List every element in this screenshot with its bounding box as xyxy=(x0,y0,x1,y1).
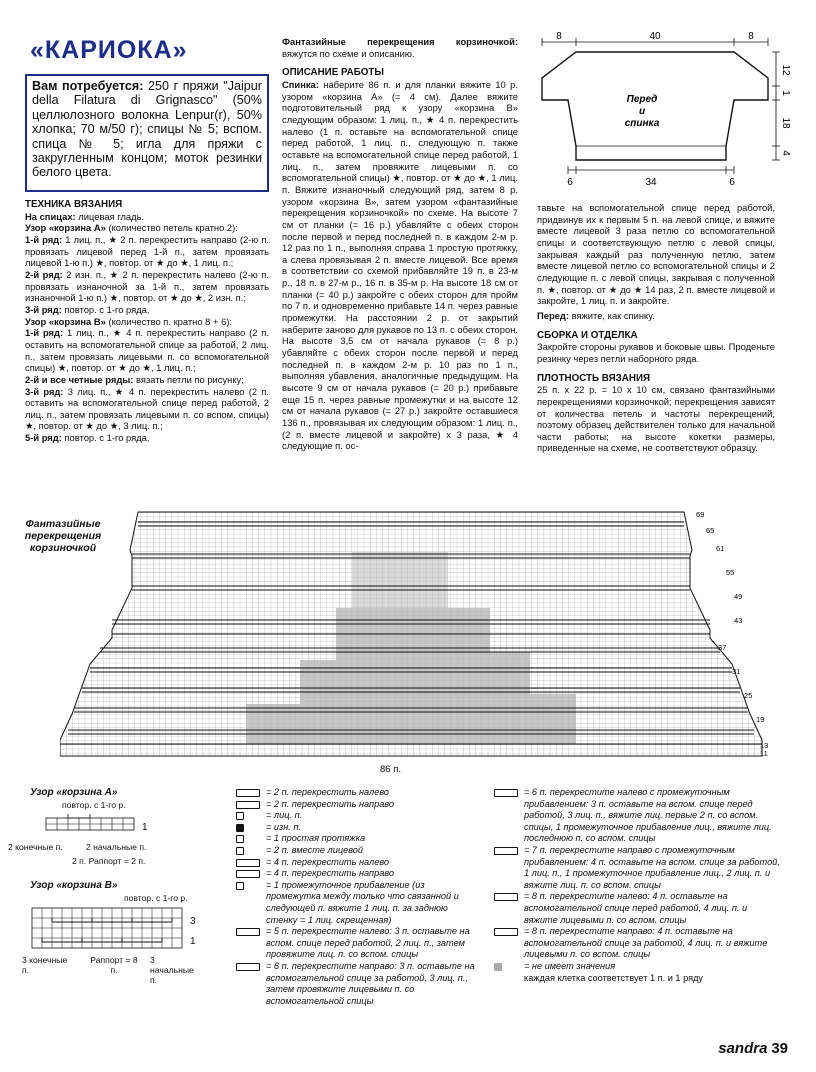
scheme-b-row1: 1 xyxy=(190,936,196,947)
text: 1 лиц. п., ★ 4 п. перекрестить направо (2 п. оставить на вспомогательной спице за работой, 2 лиц. п., затем провязать лицевыми п. со вспомогательной спицы) ★, повтор. от ★ до ★, 1 лиц. п.; xyxy=(25,327,269,374)
scheme-a-right-label: 2 начальные п. xyxy=(86,842,147,852)
legend-item xyxy=(236,810,476,822)
label: Перед: xyxy=(537,309,569,321)
page-title: «КАРИОКА» xyxy=(30,36,188,64)
scheme-b-right-label: 3 начальные п. xyxy=(150,955,194,985)
legend-item xyxy=(236,880,476,926)
scheme-b-repeat: повтор. с 1-го р. xyxy=(124,893,188,903)
column-assembly xyxy=(537,202,775,454)
text: тавьте на вспомогательной спице перед работой, придвинув их к первым 5 п. на левой спице, и вяжите вместе лицевой 3 раза петлю со вспомогательной спицы и соответствующую петлю с левой спицы, закрывая каждый раз полученную петлю, затем вместе лицевой петлю со вспомогательной спицы и 2 следующие п. с левой спицы, закрывая с полученной п. ★, повтор. от ★ до ★ 14 раз, 2 п. вместе лицевой и закройте, 1 лиц. п. и закройте. xyxy=(537,202,775,307)
legend-item xyxy=(494,891,780,926)
heading-description: ОПИСАНИЕ РАБОТЫ xyxy=(282,67,384,79)
symbol-icon xyxy=(236,859,260,867)
label: 2-й и все четные ряды: xyxy=(25,373,134,385)
scheme-a-title: Узор «корзина А» xyxy=(30,787,118,798)
requirements-box xyxy=(25,74,269,192)
legend-item xyxy=(236,845,476,857)
dim-right-4: 4 xyxy=(780,150,791,156)
legend-text: = 6 п. перекрестите налево с промежуточным прибавлением: 3 п. оставьте на вспом. спице перед работой, 3 лиц. п., вяжите лиц. первые 2 п. со вспом. спицы, 1 промежуточное прибавление лиц., вяжите лиц. последнюю п. со вспом. спицы xyxy=(524,787,772,844)
scheme-b-row3: 3 xyxy=(190,916,196,927)
dim-right-2: 1 xyxy=(780,90,791,96)
text: лицевая гладь. xyxy=(75,210,145,222)
column-description xyxy=(282,36,518,452)
legend-text: = 2 п. вместе лицевой xyxy=(266,844,364,855)
text: 2 изн. п., ★ 2 п. перекрестить налево (2-ю п. провязать изнаночной за 1-й п., затем провязать изнаночной 1-ю п.) ★, повтор. от ★ до ★, 2 изн. п.; xyxy=(25,268,269,304)
text: Закройте стороны рукавов и боковые швы. Проденьте резинку через петли наборного ряда. xyxy=(537,341,775,364)
symbol-icon xyxy=(494,789,518,797)
label: 3-й ряд: xyxy=(25,303,62,315)
legend-text: = 8 п. перекрестите направо: 4 п. оставьте на вспомогательной спице за работой, 4 лиц. п. и вяжите лицевыми п. со вспом. спицы xyxy=(524,926,768,960)
chart-bottom-label: 86 п. xyxy=(380,764,401,775)
symbol-icon xyxy=(494,928,518,936)
scheme-a-bottom: 2 п. Раппорт = 2 п. xyxy=(72,856,146,866)
legend-text: = не имеет значения xyxy=(524,960,616,971)
legend-item xyxy=(236,961,476,1007)
symbol-icon xyxy=(236,928,260,936)
text: вязать петли по рисунку; xyxy=(133,373,244,385)
legend-text: = 1 промежуточное прибавление (из промежутка между только что связанной и следующей п. вяжите 1 лиц. п. за заднюю стенку = 1 лиц. скрещенная) xyxy=(266,879,459,925)
dim-bottom-left: 6 xyxy=(567,177,573,188)
legend-text: = 5 п. перекрестите налево: 3 п. оставьте на вспом. спице перед работой, 2 лиц. п., затем провяжите лиц. п. со вспом. спицы xyxy=(266,926,470,960)
text: (количество петель кратно 2): xyxy=(105,222,238,234)
legend-text: = 4 п. перекрестить направо xyxy=(266,868,395,879)
legend-item xyxy=(236,787,476,799)
text: 3 лиц. п., ★ 4 п. перекрестить налево (2 п. оставить на вспомогательной спице перед работой, 2 лиц. п., затем провязать лицевыми п. со вспом. спицы) ★, повтор. от ★ до ★, 3 лиц. п.; xyxy=(25,385,269,432)
legend-item xyxy=(494,787,780,845)
schematic-label-1: Перед xyxy=(626,94,658,105)
heading-technique: ТЕХНИКА ВЯЗАНИЯ xyxy=(25,199,123,210)
legend-left xyxy=(236,787,476,1007)
column-technique xyxy=(25,199,269,444)
legend-text: = 2 п. перекрестить налево xyxy=(266,787,390,797)
legend-text: = 8 п. перекрестите налево: 4 п. оставьте на вспомогательной спице перед работой, 4 лиц. п. и вяжите лицевыми п. со вспом. спицы xyxy=(524,891,748,925)
label: Спинка: xyxy=(282,78,319,90)
label: 2-й ряд: xyxy=(25,268,63,280)
requirements-text: 250 г пряжи "Jaipur della Filatura di Grignasco" (50% целлюлозного волокна Lenpur(r), 50% хлопка; 70 м/50 г); спицы № 5; вспом. спица № 5; игла для пряжи с закругленным концом; моток резинки белого цвета. xyxy=(32,79,262,180)
row-label-11: 11 xyxy=(760,749,768,758)
chart-title: Фантазийные перекрещения корзиночкой xyxy=(24,518,102,554)
scheme-b-title: Узор «корзина В» xyxy=(30,880,118,891)
schematic-label-2: и xyxy=(638,106,646,117)
label: Узор «корзина А» xyxy=(25,222,106,234)
dim-bottom-mid: 34 xyxy=(645,177,657,188)
legend-item xyxy=(494,973,780,985)
dim-right-1: 12 xyxy=(780,64,791,76)
text: (количество п. кратно 8 + 6): xyxy=(105,315,233,327)
legend-text: = 2 п. перекрестить направо xyxy=(266,798,395,809)
label: На спицах: xyxy=(25,210,76,222)
requirements-lead: Вам потребуется: xyxy=(32,79,144,93)
symbol-icon xyxy=(236,963,260,971)
schematic-label-3: спинка xyxy=(624,118,660,129)
label: Фантазийные перекрещения корзиночкой: xyxy=(282,36,518,47)
row-label-37: 37 xyxy=(718,643,727,652)
symbol-icon xyxy=(494,893,518,901)
knitting-chart xyxy=(60,508,770,770)
legend-item xyxy=(494,845,780,891)
legend-item xyxy=(236,833,476,845)
text: вяжите, как спинку. xyxy=(568,309,655,321)
dim-right-3: 18 xyxy=(780,117,791,129)
symbol-icon xyxy=(236,801,260,809)
heading-gauge: ПЛОТНОСТЬ ВЯЗАНИЯ xyxy=(537,372,651,384)
legend-text: = 7 п. перекрестите направо с промежуточным прибавлением: 4 п. оставьте на вспом. спице за работой, 1 лиц. п., 1 промежуточное прибавление лиц., 2 лиц. п. и вяжите лиц. п. со вспом. спицы xyxy=(524,844,780,890)
legend-item xyxy=(494,926,780,961)
scheme-b-mid-label: Раппорт = 8 п. xyxy=(90,955,138,975)
text: повтор. с 1-го ряда. xyxy=(61,303,150,315)
scheme-a-grid xyxy=(44,812,140,834)
symbol-icon xyxy=(236,870,260,878)
page-number: 39 xyxy=(771,1040,788,1057)
row-label-43: 43 xyxy=(734,616,743,625)
dim-top-left: 8 xyxy=(556,31,562,42)
legend-item xyxy=(494,961,780,973)
legend-right xyxy=(494,787,780,984)
row-label-61: 61 xyxy=(716,544,725,553)
row-label-55: 55 xyxy=(726,568,735,577)
symbol-icon xyxy=(236,789,260,797)
row-label-13: 13 xyxy=(760,741,769,750)
scheme-b-grid xyxy=(30,904,190,952)
legend-text: = 1 простая протяжка xyxy=(266,833,366,844)
scheme-a-left-label: 2 конечные п. xyxy=(8,842,63,852)
heading-assembly: СБОРКА И ОТДЕЛКА xyxy=(537,329,638,341)
legend-item xyxy=(236,822,476,834)
legend-item xyxy=(236,868,476,880)
symbol-icon xyxy=(236,882,244,890)
garment-schematic xyxy=(530,30,792,190)
symbol-icon xyxy=(494,847,518,855)
text: 25 п. х 22 р. = 10 х 10 см, связано фантазийными перекрещениями корзиночкой; перекрещения зависят от количества петель и частоты перекрещений, поэтому образец действителен только для начальной части работы; на высоте кокетки размеры, приведенные на схеме, не соответствуют образцу. xyxy=(537,384,775,454)
label: 1-й ряд: xyxy=(25,233,63,245)
row-label-31: 31 xyxy=(732,667,741,676)
label: 5-й ряд: xyxy=(25,432,62,444)
text: наберите 86 п. и для планки вяжите 10 р. узором «корзина А» (= 4 см). Далее вяжите подготовительный ряд к узору «корзина В» следующим образом: 1 лиц. п., ★ 4 п. перекрестить налево (1 п. оставьте на вспомогательной спице перед работой, 1 лиц. п., следующую п. также оставьте на вспомогательной спице перед работой, 1 лиц. п., затем провяжите лицевыми п. со вспомогательной спицы) ★, повтор. от ★ до ★, 1 лиц. п. Вяжите изнаночный следующий ряд, затем 8 р. узором «корзина В», затем узором «фантазийные перекрещения корзиночкой» по схеме. На высоте 7 см от планки (= 16 р.) убавляйте с обеих сторон после первой и перед последней п. в каждом 2-м р. 12 раз по 1 п., выполняя справа 1 простую протяжку, а слева провязывая 2 п. вместе лицевой. Все время в соответствии со схемой прибавляйте 19 п. в 23-м р., 18 п. в 27-м р., 16 п. в 35-м р. На высоте 18 см от планки (= 40 р.) закройте с обеих сторон для пройм по 7 п. и одновременно прибавьте 14 п. через равные промежутки. На расстоянии 2 р. от закрытий наберите заново для рукавов по 13 п. с обеих сторон. На высоте 3,5 см от начала рукавов (= 8 р.) убавляйте с обеих сторон после первой и перед последней п. в каждом 2-м р. 10 раз по 1 п., выполняя убавления, аналогичные предыдущим. На высоте 9 см от начала рукавов (= 20 р.) прибавьте еще 15 п. через равные промежутки и на высоте 12 см от начала рукавов (= 27 р.) закройте оставшиеся 136 п., провязывая их следующим образом: 1 лиц. п., (2 п. вместе лицевой и закройте) х 3 раза, ★ 4 следующие п. ос- xyxy=(282,78,518,452)
page-footer xyxy=(718,1040,788,1057)
row-label-49: 49 xyxy=(734,592,743,601)
legend-text: = 4 п. перекрестить налево xyxy=(266,856,390,867)
dim-bottom-right: 6 xyxy=(729,177,735,188)
dim-top-right: 8 xyxy=(748,31,754,42)
brand-name: sandra xyxy=(718,1040,768,1057)
legend-item xyxy=(236,799,476,811)
symbol-icon xyxy=(236,824,244,832)
row-label-65: 65 xyxy=(706,526,715,535)
scheme-b-left-label: 3 конечные п. xyxy=(22,955,68,975)
legend-text: = лиц. п. xyxy=(266,810,303,821)
label: 3-й ряд: xyxy=(25,385,64,397)
symbol-icon xyxy=(236,812,244,820)
legend-item xyxy=(236,926,476,961)
legend-text: = 6 п. перекрестите направо: 3 п. оставьте на вспомогательной спице за работой, 3 лиц. п., затем провяжите лицевыми п. со вспомогательной спицы xyxy=(266,960,475,1006)
dim-top-mid: 40 xyxy=(649,31,661,42)
legend-item xyxy=(236,857,476,869)
symbol-icon xyxy=(236,835,244,843)
row-label-25: 25 xyxy=(744,691,753,700)
text: вяжутся по схеме и описанию. xyxy=(282,47,415,59)
row-label-69: 69 xyxy=(696,510,705,519)
symbol-icon xyxy=(236,847,244,855)
scheme-a-repeat: повтор. с 1-го р. xyxy=(62,800,126,810)
label: 1-й ряд: xyxy=(25,327,64,339)
text: 1 лиц. п., ★ 2 п. перекрестить направо (2-ю п. провязать лицевой перед 1-й п., затем провязать лицевой 1-ю п.) ★, повтор. от ★ до ★, 1 лиц. п.; xyxy=(25,233,270,269)
scheme-a-row: 1 xyxy=(142,822,148,833)
label: Узор «корзина В» xyxy=(25,315,106,327)
legend-text: = изн. п. xyxy=(266,821,302,832)
row-label-19: 19 xyxy=(756,715,765,724)
text: повтор. с 1-го ряда. xyxy=(61,432,150,444)
legend-text: каждая клетка соответствует 1 п. и 1 ряду xyxy=(524,972,704,983)
symbol-icon xyxy=(494,963,502,971)
